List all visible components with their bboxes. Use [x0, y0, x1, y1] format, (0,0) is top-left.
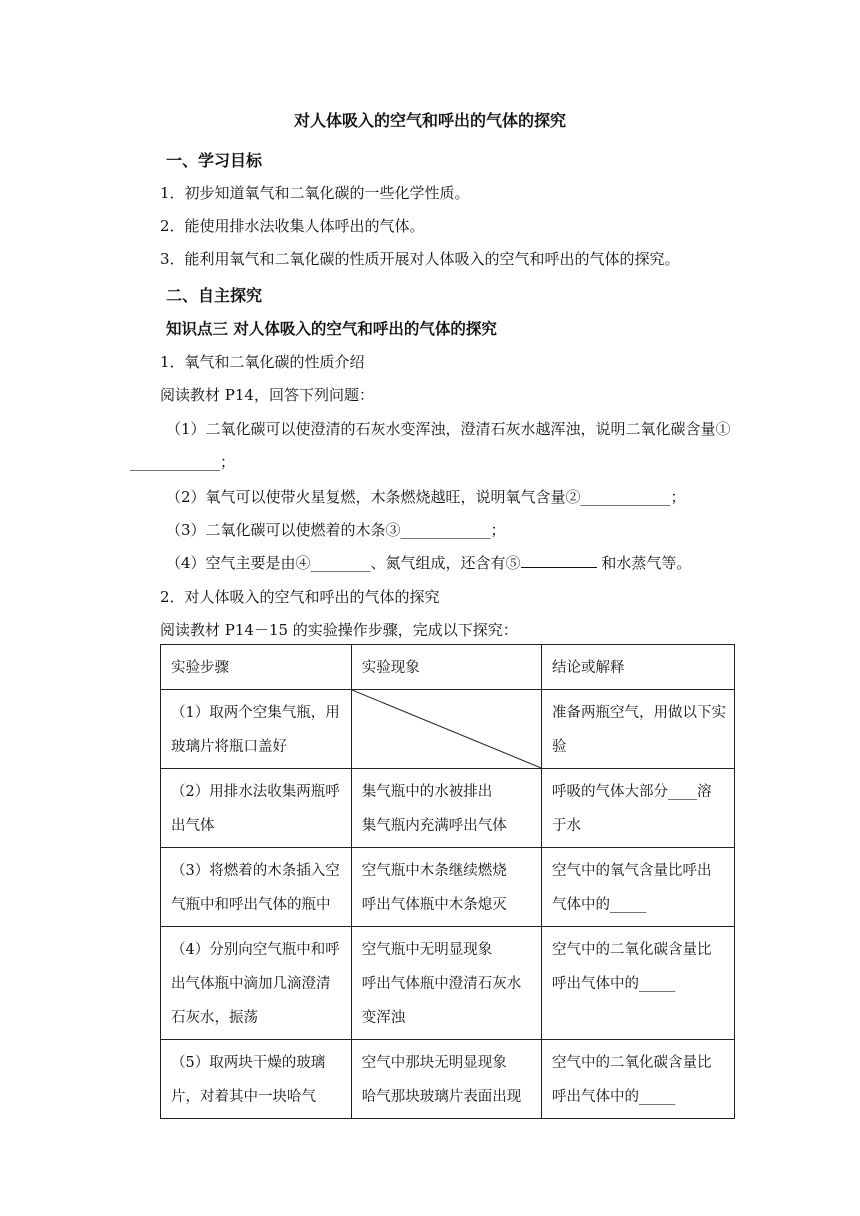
- cell-line: 呼出气体中的_____: [552, 1089, 676, 1105]
- table-row: [161, 769, 735, 848]
- cell-line: （4）分别向空气瓶中和呼: [171, 942, 340, 958]
- cell-line: 空气瓶中木条继续燃烧: [361, 863, 507, 879]
- cell-line: 石灰水，振荡: [171, 1010, 258, 1026]
- conclusion-cell: [542, 848, 735, 927]
- cell-line: 空气中的氧气含量比呼出: [552, 863, 712, 879]
- table-row: [161, 690, 735, 769]
- header-cell-conclusion: 结论或解释: [542, 645, 735, 690]
- table-row: [161, 1040, 735, 1119]
- cell-line: 空气中那块无明显现象: [361, 1055, 507, 1071]
- table-row: [161, 848, 735, 927]
- cell-line: 于水: [552, 818, 581, 834]
- step-cell: [161, 690, 352, 769]
- question-1-line-2: [130, 451, 235, 472]
- page-title: 对人体吸入的空气和呼出的气体的探究: [293, 111, 566, 130]
- conclusion-cell: [542, 769, 735, 848]
- step-cell: [161, 1040, 352, 1119]
- reading-instruction-1: 阅读教材 P14，回答下列问题：: [160, 386, 374, 404]
- cell-line: 准备两瓶空气，用做以下实: [552, 705, 726, 721]
- cell-line: 呼吸的气体大部分____溶: [552, 784, 712, 800]
- cell-line: （2）用排水法收集两瓶呼: [171, 784, 340, 800]
- step-cell: [161, 769, 352, 848]
- phenomenon-cell: [351, 1040, 541, 1119]
- section-heading-goals: 一、学习目标: [166, 151, 263, 170]
- question-4: [166, 552, 691, 573]
- cell-line: 气体中的_____: [552, 897, 647, 913]
- phenomenon-cell-empty: [351, 690, 541, 769]
- header-cell-phenomenon: 实验现象: [351, 645, 541, 690]
- diagonal-slash: [352, 690, 541, 768]
- cell-line: 片，对着其中一块哈气: [171, 1089, 316, 1105]
- cell-line: 变浑浊: [361, 1010, 406, 1026]
- cell-line: （3）将燃着的木条插入空: [171, 863, 340, 879]
- conclusion-cell: [542, 927, 735, 1040]
- goal-item-2: 2．能使用排水法收集人体呼出的气体。: [160, 217, 425, 235]
- phenomenon-cell: [351, 927, 541, 1040]
- cell-line: 空气中的二氧化碳含量比: [552, 1055, 712, 1071]
- cell-line: 呼出气体瓶中木条熄灭: [361, 897, 507, 913]
- cell-line: （5）取两块干燥的玻璃: [171, 1055, 326, 1071]
- question-1-end: ；: [220, 453, 236, 471]
- header-cell-step: 实验步骤: [161, 645, 352, 690]
- reading-instruction-2: 阅读教材 P14－15 的实验操作步骤，完成以下探究：: [160, 621, 518, 639]
- conclusion-cell: [542, 1040, 735, 1119]
- phenomenon-cell: [351, 769, 541, 848]
- cell-line: 气瓶中和呼出气体的瓶中: [171, 897, 331, 913]
- question-1-blank: ____________: [130, 453, 220, 471]
- cell-line: 集气瓶内充满呼出气体: [361, 818, 507, 834]
- question-4-blank: [521, 553, 597, 568]
- cell-line: 空气瓶中无明显现象: [361, 942, 493, 958]
- question-4-text-a: （4）空气主要是由④________、氮气组成，还含有⑤: [166, 554, 521, 572]
- cell-line: 呼出气体中的_____: [552, 976, 676, 992]
- cell-line: （1）取两个空集气瓶，用: [171, 705, 340, 721]
- question-4-text-b: 和水蒸气等。: [596, 554, 692, 572]
- goal-item-3: 3．能利用氧气和二氧化碳的性质开展对人体吸入的空气和呼出的气体的探究。: [160, 250, 680, 268]
- step-cell: [161, 848, 352, 927]
- cell-line: 玻璃片将瓶口盖好: [171, 739, 287, 755]
- cell-line: 呼出气体瓶中澄清石灰水: [361, 976, 522, 992]
- section-heading-explore: 二、自主探究: [166, 286, 263, 305]
- subsection-title-2: 2．对人体吸入的空气和呼出的气体的探究: [160, 588, 440, 606]
- cell-line: 出气体: [171, 818, 215, 834]
- phenomenon-cell: [351, 848, 541, 927]
- question-3: （3）二氧化碳可以使燃着的木条③____________；: [166, 521, 506, 539]
- cell-line: 哈气那块玻璃片表面出现: [361, 1089, 522, 1105]
- question-2: （2）氧气可以使带火星复燃，木条燃烧越旺，说明氧气含量②____________；: [166, 488, 686, 506]
- experiment-table: [160, 644, 735, 1119]
- goal-item-1: 1．初步知道氧气和二氧化碳的一些化学性质。: [160, 184, 470, 202]
- cell-line: 集气瓶中的水被排出: [361, 784, 493, 800]
- subsection-title-1: 1．氧气和二氧化碳的性质介绍: [160, 353, 365, 371]
- conclusion-cell: [542, 690, 735, 769]
- question-1-line-1: （1）二氧化碳可以使澄清的石灰水变浑浊，澄清石灰水越浑浊，说明二氧化碳含量①: [166, 420, 731, 438]
- cell-line: 验: [552, 739, 567, 755]
- table-row: [161, 927, 735, 1040]
- knowledge-point-heading: 知识点三 对人体吸入的空气和呼出的气体的探究: [166, 320, 497, 338]
- step-cell: [161, 927, 352, 1040]
- table-header-row: [161, 645, 735, 690]
- cell-line: 空气中的二氧化碳含量比: [552, 942, 712, 958]
- cell-line: 出气体瓶中滴加几滴澄清: [171, 976, 331, 992]
